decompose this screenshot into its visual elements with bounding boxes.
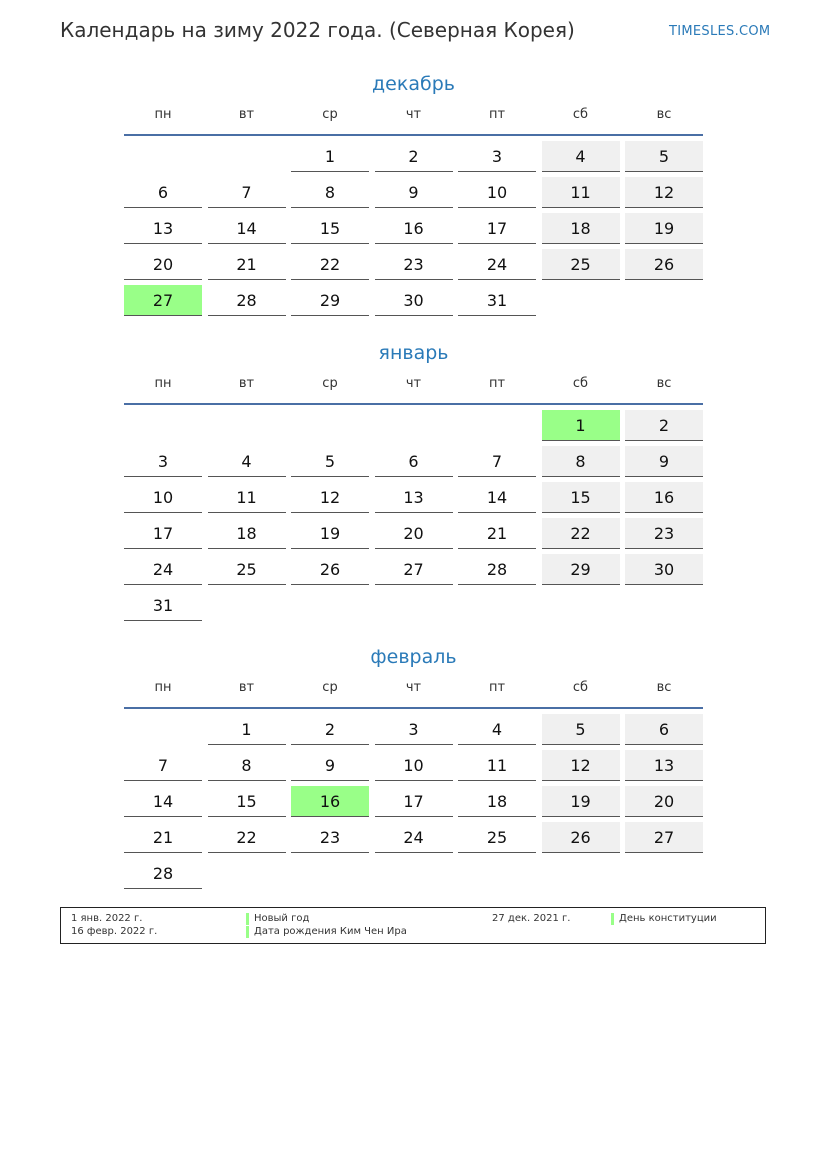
empty-cell [458,410,536,441]
day-cell: 23 [625,518,703,549]
day-cell: 19 [625,213,703,244]
month-name: февраль [370,646,457,668]
day-cell: 19 [291,518,369,549]
day-cell: 12 [291,482,369,513]
empty-cell [208,410,286,441]
weekday-label: ср [322,376,338,391]
day-cell: 13 [375,482,453,513]
page-title: Календарь на зиму 2022 года. (Северная Корея) [60,18,575,42]
day-cell: 17 [375,786,453,817]
day-cell: 18 [208,518,286,549]
days-grid [124,410,703,621]
header-rule [124,403,703,405]
day-cell: 29 [542,554,620,585]
day-cell: 15 [291,213,369,244]
month-name: январь [378,342,449,364]
day-cell: 14 [124,786,202,817]
weekday-label: сб [572,680,589,695]
day-cell: 10 [458,177,536,208]
day-cell: 1 [291,141,369,172]
month-calendar [124,339,703,621]
weekday-label: вс [656,680,672,695]
day-cell: 12 [542,750,620,781]
day-cell: 1 [208,714,286,745]
day-cell: 8 [208,750,286,781]
day-cell: 24 [375,822,453,853]
weekday-label: сб [572,376,589,391]
weekday-label: чт [405,107,422,122]
day-cell: 5 [625,141,703,172]
day-cell: 19 [542,786,620,817]
weekday-label: сб [572,107,589,122]
day-cell: 8 [542,446,620,477]
day-cell: 26 [291,554,369,585]
day-cell: 21 [458,518,536,549]
day-cell: 17 [458,213,536,244]
day-cell: 14 [208,213,286,244]
day-cell: 30 [375,285,453,316]
legend-name [246,913,309,924]
day-cell: 9 [291,750,369,781]
day-cell: 15 [208,786,286,817]
day-cell: 13 [625,750,703,781]
day-cell: 25 [208,554,286,585]
weekday-header [124,104,703,126]
day-cell: 28 [208,285,286,316]
day-cell: 15 [542,482,620,513]
day-cell: 13 [124,213,202,244]
day-cell: 2 [291,714,369,745]
weekday-header [124,677,703,699]
day-cell: 20 [124,249,202,280]
empty-cell [124,714,202,745]
weekday-label: вс [656,107,672,122]
empty-cell [208,141,286,172]
day-cell: 6 [375,446,453,477]
weekday-label: вт [238,376,255,391]
day-cell: 4 [458,714,536,745]
day-cell: 22 [291,249,369,280]
day-cell: 8 [291,177,369,208]
holiday-day-cell: 27 [124,285,202,316]
day-cell: 2 [375,141,453,172]
day-cell: 28 [458,554,536,585]
site-link[interactable]: TIMESLES.COM [669,24,771,39]
day-cell: 10 [375,750,453,781]
day-cell: 20 [625,786,703,817]
legend-date: 1 янв. 2022 г. [71,913,143,924]
legend-name [246,926,407,937]
days-grid [124,141,703,316]
day-cell: 27 [375,554,453,585]
holiday-color-mark [246,926,249,938]
legend-date: 27 дек. 2021 г. [492,913,571,924]
header-rule [124,707,703,709]
day-cell: 3 [124,446,202,477]
legend-name [611,913,717,924]
day-cell: 22 [208,822,286,853]
day-cell: 26 [542,822,620,853]
legend-date: 16 февр. 2022 г. [71,926,158,937]
day-cell: 27 [625,822,703,853]
day-cell: 2 [625,410,703,441]
weekday-header [124,373,703,395]
day-cell: 21 [124,822,202,853]
month-calendar [124,643,703,889]
weekday-label: пн [154,107,172,122]
day-cell: 11 [458,750,536,781]
day-cell: 21 [208,249,286,280]
weekday-label: пт [488,680,506,695]
day-cell: 26 [625,249,703,280]
holiday-color-mark [611,913,614,925]
empty-cell [124,141,202,172]
day-cell: 30 [625,554,703,585]
day-cell: 23 [375,249,453,280]
weekday-label: ср [322,107,338,122]
day-cell: 11 [542,177,620,208]
day-cell: 25 [458,822,536,853]
day-cell: 7 [124,750,202,781]
day-cell: 24 [458,249,536,280]
weekday-label: пт [488,376,506,391]
weekday-label: вс [656,376,672,391]
holiday-color-mark [246,913,249,925]
weekday-label: ср [322,680,338,695]
weekday-label: чт [405,680,422,695]
day-cell: 4 [542,141,620,172]
day-cell: 20 [375,518,453,549]
day-cell: 3 [375,714,453,745]
day-cell: 23 [291,822,369,853]
holiday-legend [60,907,766,944]
weekday-label: пн [154,680,172,695]
day-cell: 6 [124,177,202,208]
day-cell: 25 [542,249,620,280]
month-name: декабрь [372,73,455,95]
holiday-day-cell: 1 [542,410,620,441]
days-grid [124,714,703,889]
day-cell: 9 [625,446,703,477]
day-cell: 4 [208,446,286,477]
day-cell: 12 [625,177,703,208]
day-cell: 10 [124,482,202,513]
legend-name-text: День конституции [619,913,717,924]
day-cell: 18 [458,786,536,817]
day-cell: 18 [542,213,620,244]
day-cell: 31 [458,285,536,316]
holiday-day-cell: 16 [291,786,369,817]
day-cell: 16 [625,482,703,513]
day-cell: 9 [375,177,453,208]
empty-cell [124,410,202,441]
day-cell: 3 [458,141,536,172]
empty-cell [291,410,369,441]
day-cell: 29 [291,285,369,316]
day-cell: 14 [458,482,536,513]
weekday-label: вт [238,680,255,695]
day-cell: 24 [124,554,202,585]
day-cell: 17 [124,518,202,549]
month-calendar [124,70,703,316]
day-cell: 28 [124,858,202,889]
day-cell: 16 [375,213,453,244]
day-cell: 5 [291,446,369,477]
day-cell: 22 [542,518,620,549]
day-cell: 7 [458,446,536,477]
empty-cell [375,410,453,441]
weekday-label: чт [405,376,422,391]
legend-name-text: Дата рождения Ким Чен Ира [254,926,407,937]
day-cell: 5 [542,714,620,745]
day-cell: 11 [208,482,286,513]
weekday-label: пт [488,107,506,122]
day-cell: 6 [625,714,703,745]
day-cell: 31 [124,590,202,621]
header-rule [124,134,703,136]
weekday-label: пн [154,376,172,391]
weekday-label: вт [238,107,255,122]
day-cell: 7 [208,177,286,208]
legend-name-text: Новый год [254,913,310,924]
